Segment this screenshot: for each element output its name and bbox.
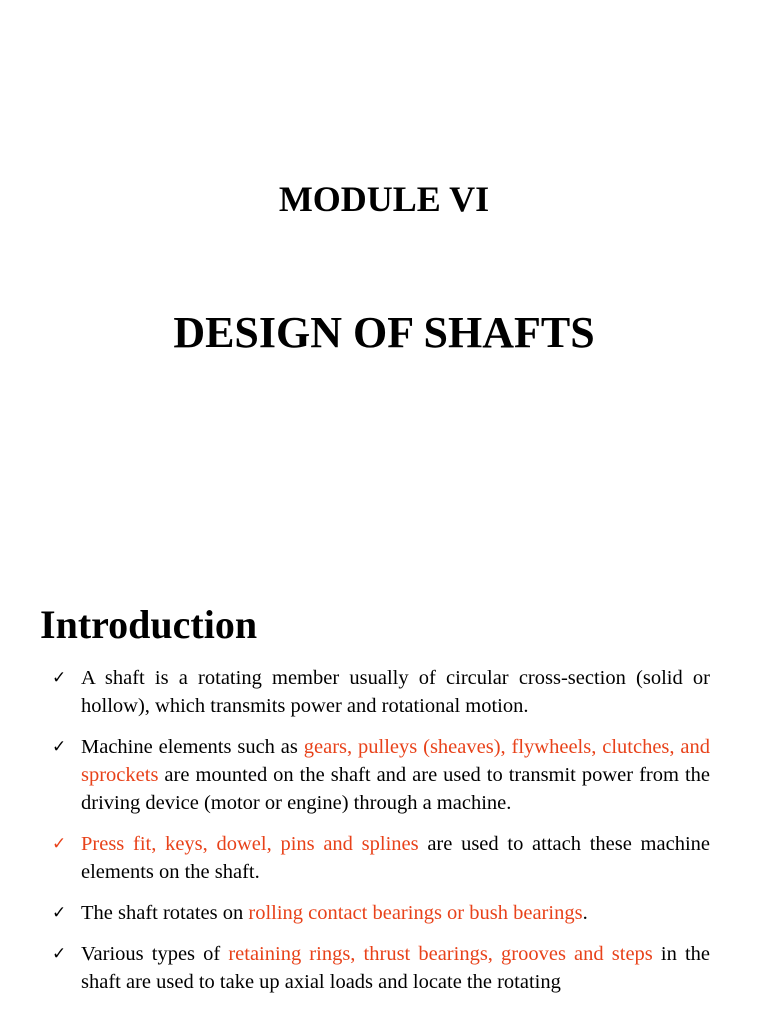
bullet-list [0,664,768,1009]
bullet-item [0,664,768,720]
bullet-item [0,733,768,817]
bullet-highlight: rolling contact bearings or bush bearings [248,902,583,924]
bullet-item [0,940,768,996]
bullet-text: are used to attach these machine elements on the shaft. [81,833,710,883]
bullet-item [0,830,768,886]
bullet-text: . [582,902,588,924]
bullet-text: Machine elements such as [81,736,304,758]
bullet-text: The shaft rotates on [81,902,249,924]
bullet-highlight: retaining rings, thrust bearings, grooves and steps [228,943,653,965]
bullet-highlight: Press fit, keys, dowel, pins and splines [81,833,419,855]
checkmark-icon: ✓ [52,668,67,688]
bullet-text: are mounted on the shaft and are used to transmit power from the driving device (motor or engine) through a machine. [81,764,710,814]
bullet-text: A shaft is a rotating member usually of circular cross-section (solid or hollow), which transmits power and rotational motion. [81,667,710,717]
bullet-highlight: gears, pulleys (sheaves), flywheels, clutches, and sprockets [81,736,711,786]
checkmark-icon: ✓ [52,737,67,757]
checkmark-icon: ✓ [52,903,67,923]
slide-title: DESIGN OF SHAFTS [173,308,595,357]
bullet-text: Various types of [81,943,229,965]
module-title: MODULE VI [278,179,490,219]
checkmark-icon: ✓ [52,834,67,854]
bullet-item [0,899,768,927]
section-heading: Introduction [40,602,258,647]
checkmark-icon: ✓ [52,944,67,964]
bullet-text: in the shaft are used to take up axial loads and locate the rotating [81,943,710,993]
